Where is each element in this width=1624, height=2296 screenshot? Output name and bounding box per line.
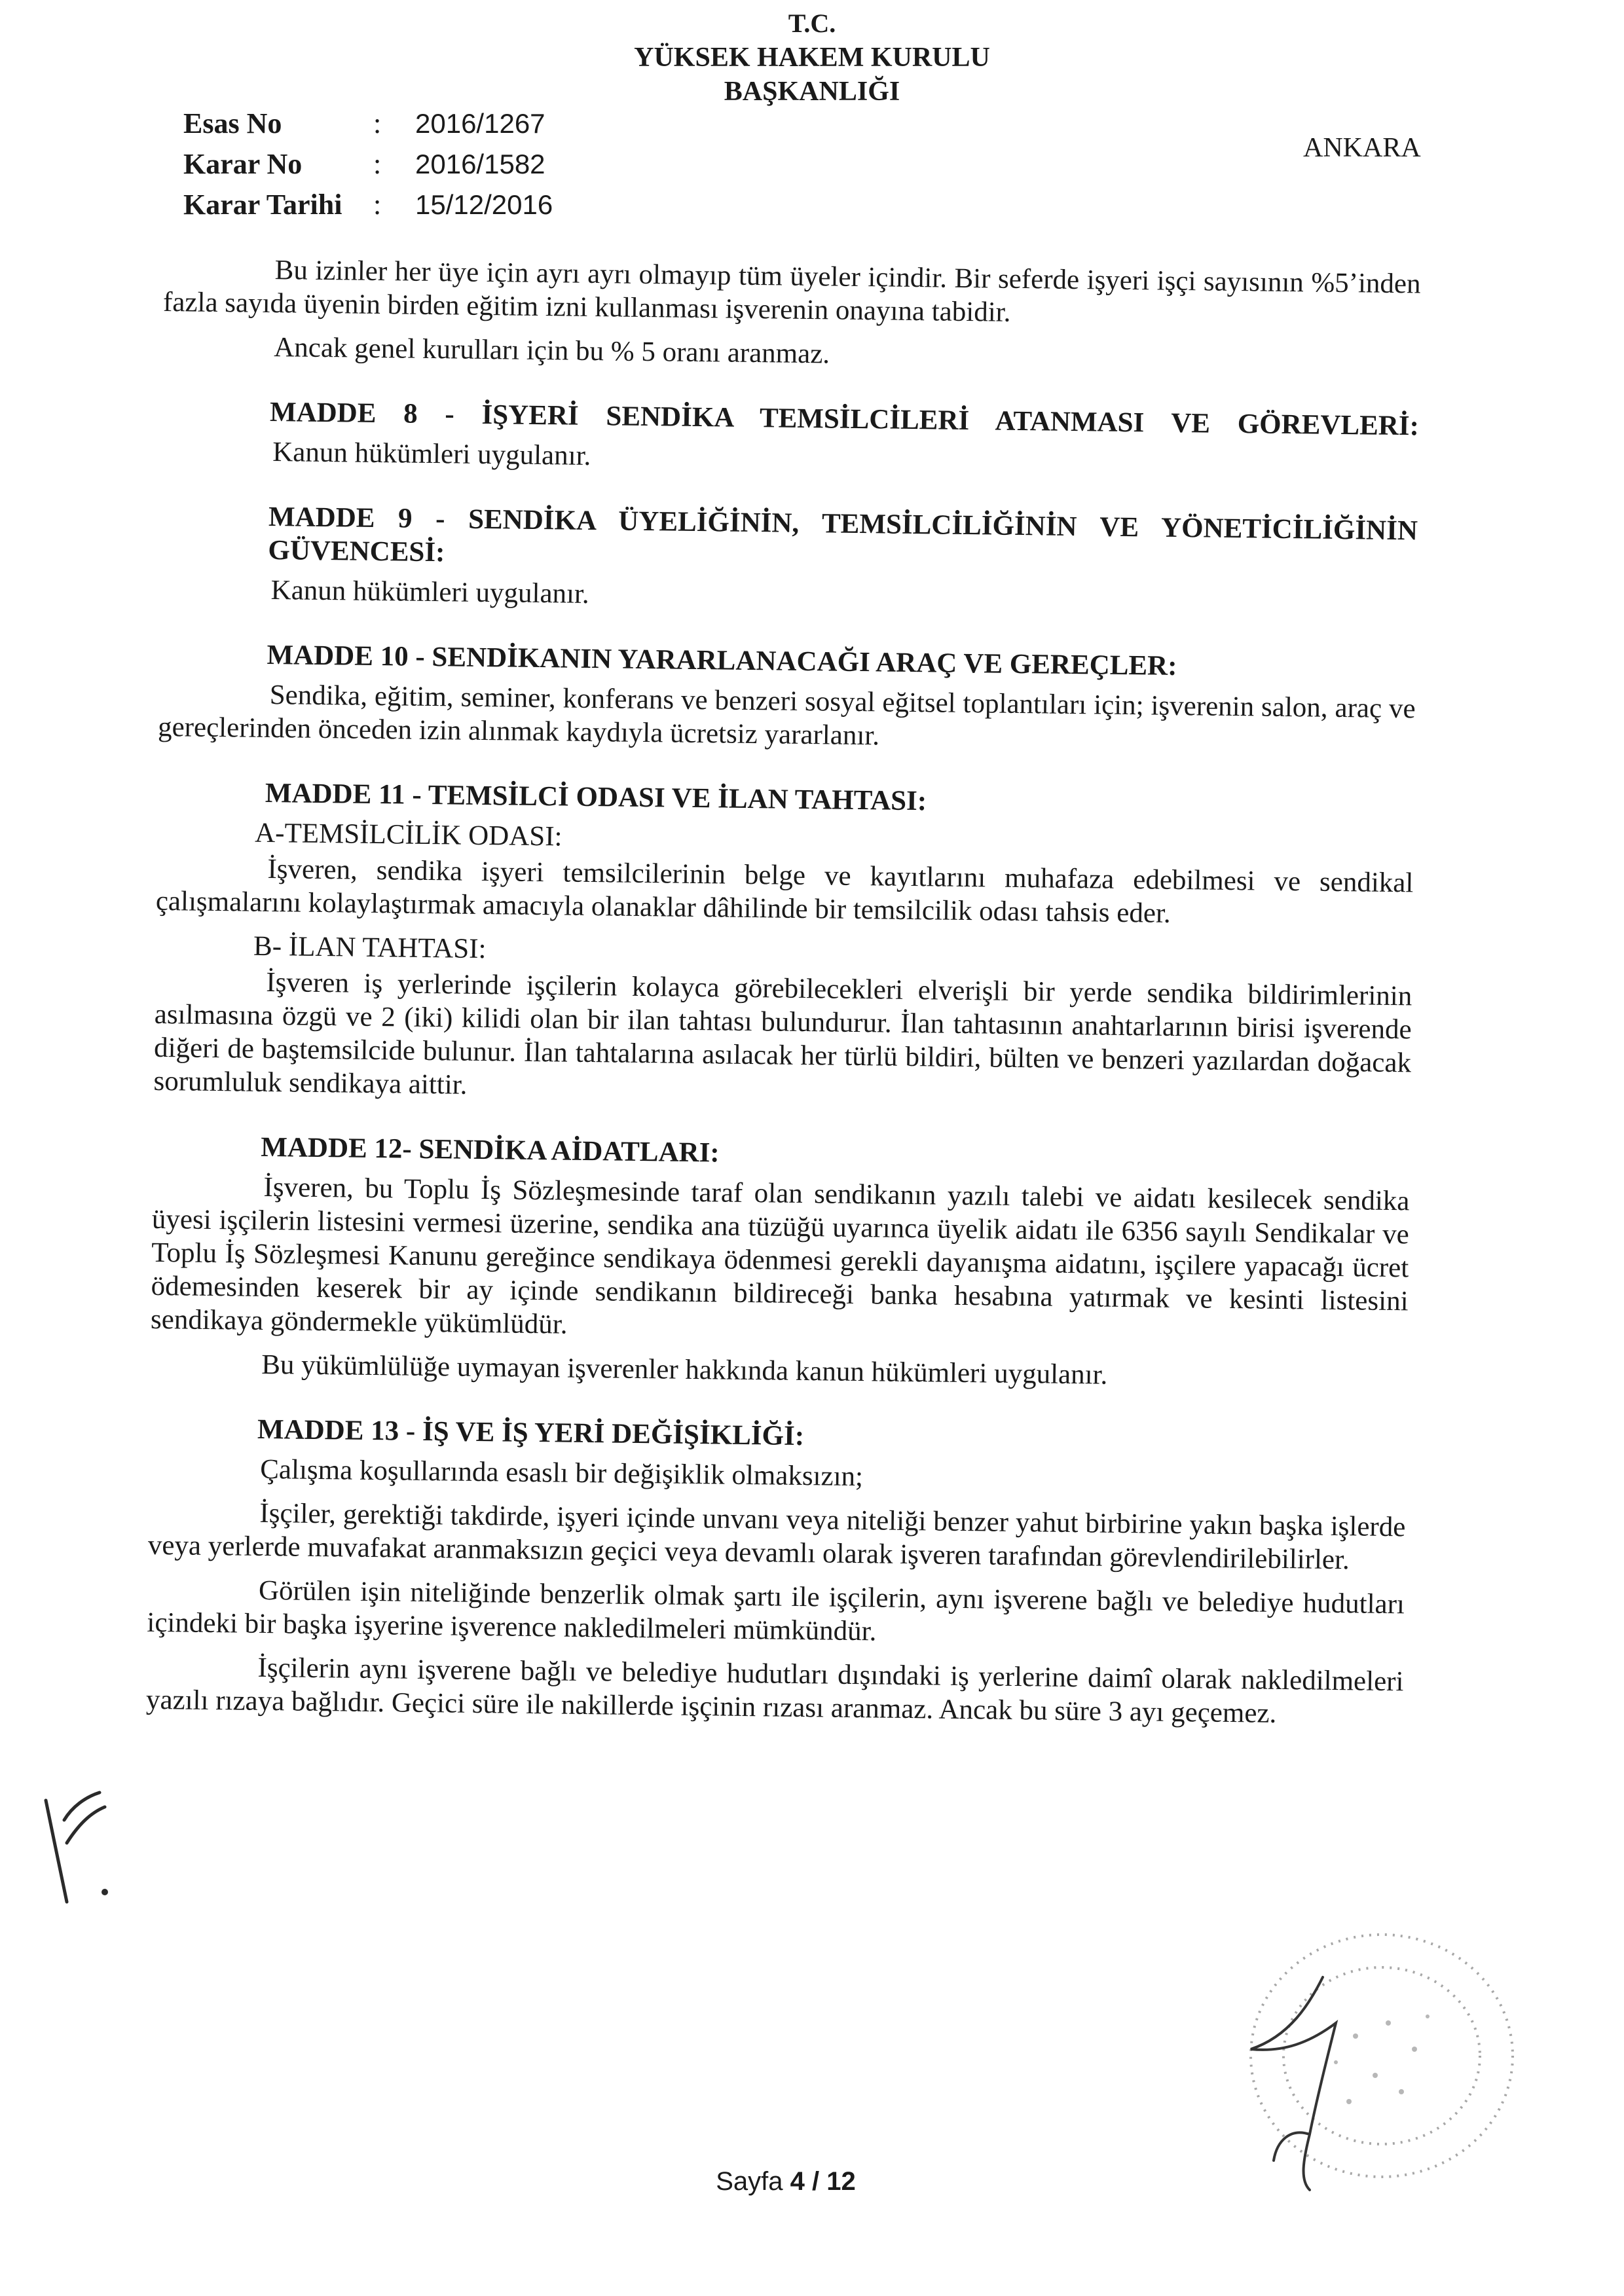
tarih-label: Karar Tarihi <box>183 189 342 221</box>
madde-13-p3: Görülen işin niteliğinde benzerlik olmak şartı ile işçilerin, aynı işverene bağlı ve belediye hudutları içindeki bir başka işyerine işverence nakledilmeleri mümkündür. <box>147 1575 1405 1647</box>
madde-11-title: MADDE 11 - TEMSİLCİ ODASI VE İLAN TAHTASI: <box>265 777 927 817</box>
page-current: 4 <box>790 2167 805 2196</box>
case-metadata <box>183 103 553 225</box>
madde-12-text2: Bu yükümlülüğe uymayan işverenler hakkında kanun hükümleri uygulanır. <box>261 1349 1108 1391</box>
madde-10-text: Sendika, eğitim, seminer, konferans ve benzeri sosyal eğitsel toplantıları için; işverenin salon, araç ve gereçlerinden önceden izin alınmak kaydıyla ücretsiz yararlanır. <box>157 680 1416 752</box>
madde-13-p2: İşçiler, gerektiği takdirde, işyeri içinde unvanı veya niteliği benzer yahut birbirine yakın başka işlerde veya yerlerde muvafakat aranmaksızın geçici veya devamlı olarak işveren tarafından görevlendirilebilirler. <box>147 1497 1406 1576</box>
madde-11-b-text: İşveren iş yerlerinde işçilerin kolayca görebilecekleri elverişli bir yerde sendika bildirimlerinin asılmasına özgü ve 2 (iki) kilidi olan bir ilan tahtası bulundurur. İlan tahtasının anahtarlarının birisi işverende diğeri de baştemsilcide bulunur. İlan tahtalarına asılacak her türlü bildiri, bülten ve benzeri yazılardan doğacak sorumluluk sendikaya aittir. <box>153 966 1412 1101</box>
esas-label: Esas No <box>183 107 282 139</box>
signature-mark <box>1211 1964 1408 2200</box>
esas-row <box>183 103 553 144</box>
madde-9-text: Kanun hükümleri uygulanır. <box>270 575 590 610</box>
tarih-value: 15/12/2016 <box>415 189 553 220</box>
madde-11-b-title: B- İLAN TAHTASI: <box>253 930 487 965</box>
karar-colon: : <box>373 148 382 180</box>
karar-row <box>183 144 553 185</box>
page-separator: / <box>812 2167 820 2196</box>
madde-12-title: MADDE 12- SENDİKA AİDATLARI: <box>261 1131 720 1169</box>
header-organization <box>511 7 1113 109</box>
madde-9-title: MADDE 9 - SENDİKA ÜYELİĞİNİN, TEMSİLCİLİĞİNİN VE YÖNETİCİLİĞİNİN GÜVENCESİ: <box>268 501 1418 568</box>
header-org-line1: YÜKSEK HAKEM KURULU <box>634 43 990 73</box>
tarih-row <box>183 185 553 225</box>
madde-10-title: MADDE 10 - SENDİKANIN YARARLANACAĞI ARAÇ VE GEREÇLER: <box>267 639 1177 682</box>
madde-8-title: MADDE 8 - İŞYERİ SENDİKA TEMSİLCİLERİ ATANMASI VE GÖREVLERİ: <box>269 396 1420 442</box>
madde-11-a-text: İşveren, sendika işyeri temsilcilerinin belge ve kayıtlarını muhafaza edebilmesi ve sendikal çalışmalarını kolaylaştırmak amacıyla olanaklar dâhilinde bir temsilcilik odası tahsis eder. <box>155 854 1414 929</box>
header-org-line2: BAŞKANLIĞI <box>724 77 900 107</box>
madde-13-title: MADDE 13 - İŞ VE İŞ YERİ DEĞİŞİKLİĞİ: <box>257 1413 805 1452</box>
page-word: Sayfa <box>716 2167 783 2196</box>
madde-11-a-title: A-TEMSİLCİLİK ODASI: <box>254 817 563 852</box>
document-body <box>145 252 1420 1742</box>
margin-initial-mark <box>26 1781 118 1912</box>
header-tc: T.C. <box>788 9 836 38</box>
madde-8-text: Kanun hükümleri uygulanır. <box>272 437 591 471</box>
tarih-colon: : <box>373 189 382 221</box>
paragraph-izinler: Bu izinler her üye için ayrı ayrı olmayıp tüm üyeler içindir. Bir seferde işyeri işçi sayısının %5’inden fazla sayıda üyenin birden eğitim izni kullanması işverenin onayına tabidir. <box>162 255 1421 328</box>
madde-12-text: İşveren, bu Toplu İş Sözleşmesinde taraf olan sendikanın yazılı talebi ve aidatı kesilecek sendika üyesi işçilerin listesini vermesi üzerine, sendika ana tüzüğü uyarınca üyelik aidatı ile 6356 sayılı Sendikalar ve Toplu İş Sözleşmesi Kanunu gereğince sendikaya ödenmesi gerekli dayanışma aidatını, işçilere yapacağı ücret ödemesinden keserek bir ay içinde sendikanın bildireceği banka hesabına yatırmak ve kesinti listesini sendikaya göndermekle yükümlüdür. <box>150 1171 1410 1340</box>
madde-13-p1: Çalışma koşullarında esaslı bir değişiklik olmaksızın; <box>260 1453 864 1493</box>
karar-label: Karar No <box>183 148 303 180</box>
esas-value: 2016/1267 <box>415 108 545 139</box>
page-total: 12 <box>826 2167 856 2196</box>
page-number <box>661 2167 910 2196</box>
karar-value: 2016/1582 <box>415 149 545 179</box>
madde-13-p4: İşçilerin aynı işverene bağlı ve belediye hudutları dışındaki iş yerlerine daimî olarak nakledilmeleri yazılı rızaya bağlıdır. Geçici süre ile nakillerde işçinin rızası aranmaz. Ancak bu süre 3 ayı geçemez. <box>145 1652 1404 1729</box>
header-city: ANKARA <box>1303 133 1421 163</box>
esas-colon: : <box>373 107 382 139</box>
paragraph-genel-kurul: Ancak genel kurulları için bu % 5 oranı aranmaz. <box>273 332 830 370</box>
